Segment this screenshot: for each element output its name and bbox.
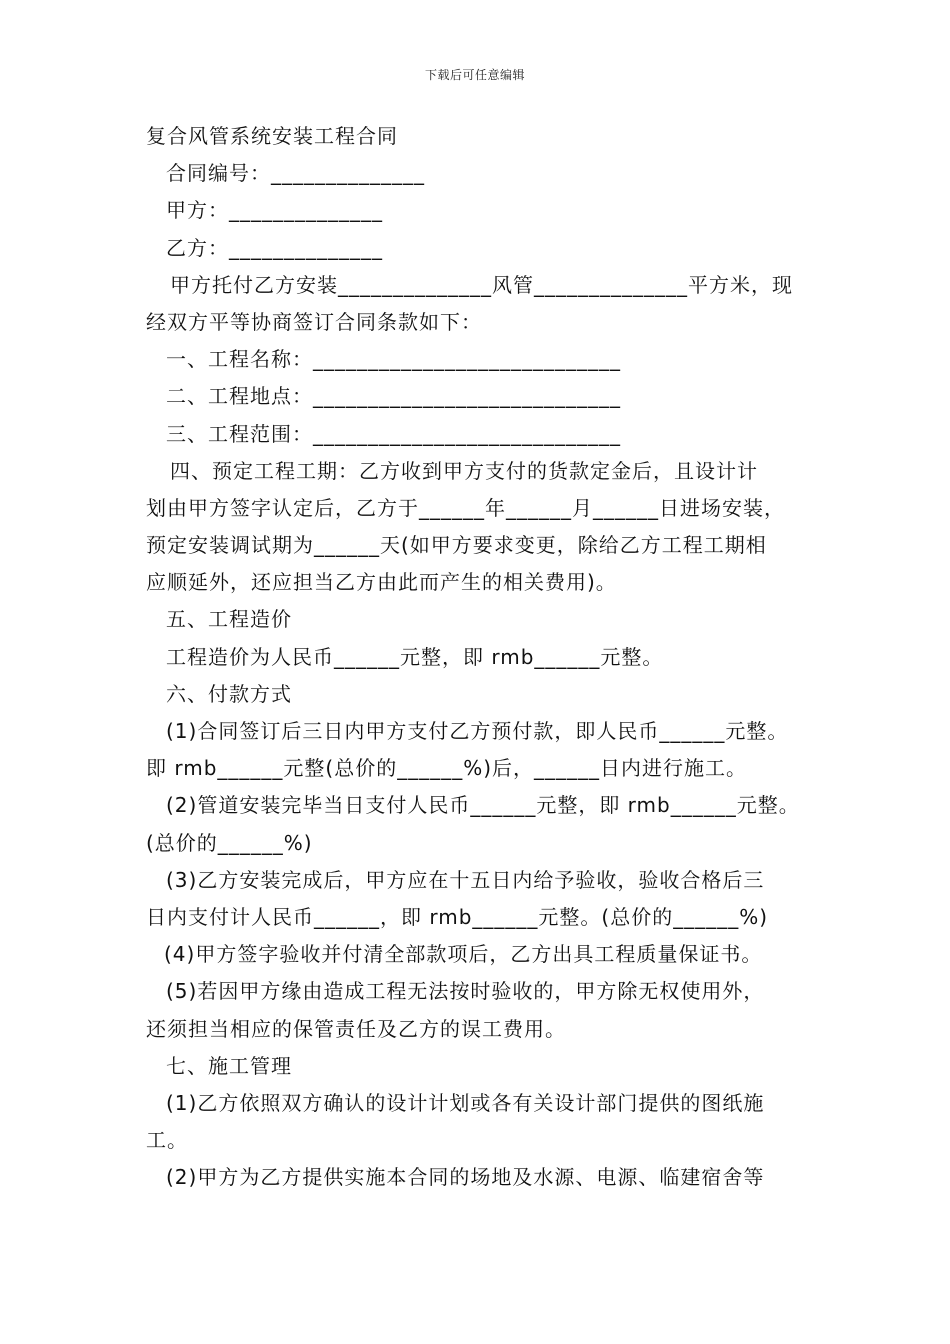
project-scope-line: 三、工程范围：____________________________ <box>166 421 621 446</box>
party-a-line: 甲方：______________ <box>166 198 383 223</box>
section-heading: 五、工程造价 <box>166 607 292 632</box>
paragraph-line: (总价的______%) <box>146 830 313 855</box>
paragraph-line: (1)乙方依照双方确认的设计计划或各有关设计部门提供的图纸施 <box>166 1090 765 1115</box>
paragraph-line: 四、预定工程工期：乙方收到甲方支付的货款定金后，且设计计 <box>170 458 758 483</box>
paragraph-line: 应顺延外，还应担当乙方由此而产生的相关费用)。 <box>146 570 617 595</box>
paragraph-line: 日内支付计人民币______，即 rmb______元整。(总价的______%) <box>146 904 769 929</box>
paragraph-line: 经双方平等协商签订合同条款如下： <box>146 309 482 334</box>
paragraph-line: (1)合同签订后三日内甲方支付乙方预付款，即人民币______元整。 <box>166 719 789 743</box>
paragraph-line: 还须担当相应的保管责任及乙方的误工费用。 <box>146 1016 566 1041</box>
project-location-line: 二、工程地点：____________________________ <box>166 384 621 409</box>
paragraph-line: 甲方托付乙方安装______________风管______________平方米，现 <box>170 272 793 297</box>
paragraph-line: (5)若因甲方缘由造成工程无法按时验收的，甲方除无权使用外， <box>166 979 765 1004</box>
paragraph-line: (2)管道安装完毕当日支付人民币______元整，即 rmb______元整。 <box>166 793 800 818</box>
paragraph-line: 划由甲方签字认定后，乙方于______年______月______日进场安装， <box>146 495 785 520</box>
project-name-line: 一、工程名称：____________________________ <box>166 347 621 372</box>
section-heading: 七、施工管理 <box>166 1053 292 1078</box>
contract-title: 复合风管系统安装工程合同 <box>146 124 398 148</box>
party-b-line: 乙方：______________ <box>166 235 383 260</box>
paragraph-line: (3)乙方安装完成后，甲方应在十五日内给予验收，验收合格后三 <box>166 867 765 892</box>
paragraph-line: (2)甲方为乙方提供实施本合同的场地及水源、电源、临建宿舍等 <box>166 1165 765 1190</box>
paragraph-line: (4)甲方签字验收并付清全部款项后，乙方出具工程质量保证书。 <box>164 942 763 967</box>
paragraph-line: 即 rmb______元整(总价的______%)后，______日内进行施工。 <box>146 756 748 781</box>
contract-document <box>146 118 826 1196</box>
paragraph-line: 工。 <box>146 1128 188 1153</box>
header-note: 下载后可任意编辑 <box>424 68 525 82</box>
paragraph-line: 预定安装调试期为______天(如甲方要求变更，除给乙方工程工期相 <box>146 533 767 558</box>
section-heading: 六、付款方式 <box>166 681 292 706</box>
paragraph-line: 工程造价为人民币______元整，即 rmb______元整。 <box>166 644 664 669</box>
contract-number-line: 合同编号：______________ <box>166 161 425 186</box>
